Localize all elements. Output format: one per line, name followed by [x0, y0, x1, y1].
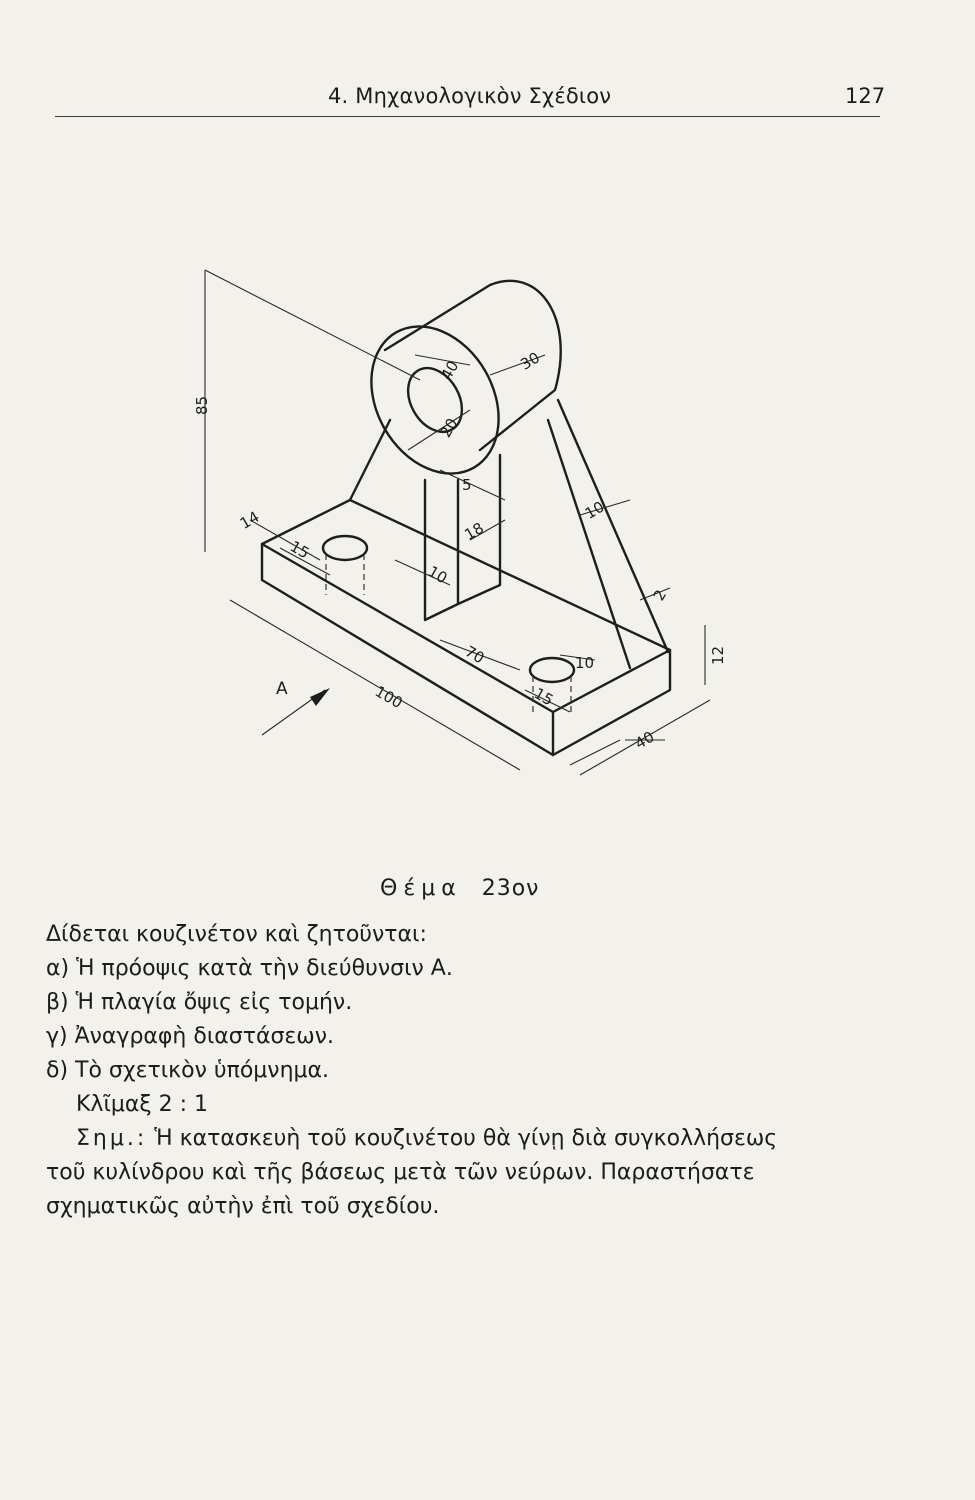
cylinder-bore — [397, 359, 473, 442]
note-line-1 — [46, 1122, 906, 1156]
dim-10-rib: 10 — [581, 497, 608, 523]
cylinder-front — [346, 303, 524, 496]
dim-10-right: 10 — [575, 654, 595, 672]
running-head — [0, 80, 975, 120]
dim-15-left: 15 — [286, 537, 313, 563]
page-number: 127 — [845, 84, 886, 108]
note-line-3: σχηματικῶς αὐτὴν ἐπὶ τοῦ σχεδίου. — [46, 1194, 440, 1219]
chapter-title: 4. Μηχανολογικὸν Σχέδιον — [328, 84, 612, 108]
dim-30: 30 — [517, 348, 543, 374]
task-item-b: β) Ἡ πλαγία ὄψις εἰς τομήν. — [46, 990, 353, 1015]
note-text-1: Ἡ κατασκευὴ τοῦ κουζινέτου θὰ γίνῃ διὰ συγκολλήσεως — [154, 1126, 778, 1151]
topic-number: 23ον — [481, 876, 540, 901]
right-rib-outer — [548, 420, 630, 668]
exercise-text — [46, 918, 906, 1224]
note-label: Σημ.: — [76, 1126, 148, 1151]
dim-18: 18 — [461, 518, 487, 544]
scale-line: Κλῖμαξ 2 : 1 — [76, 1092, 209, 1117]
task-item-a: α) Ἡ πρόοψις κατὰ τὴν διεύθυνσιν Α. — [46, 956, 453, 981]
dim-40-ring: 40 — [437, 357, 463, 384]
topic-heading — [380, 876, 539, 901]
dim-2: 2 — [649, 586, 671, 604]
note-line-2: τοῦ κυλίνδρου καὶ τῆς βάσεως μετὰ τῶν νεύρων. Παραστήσατε — [46, 1160, 755, 1185]
header-rule — [55, 116, 880, 117]
dim-12: 12 — [709, 645, 727, 665]
topic-word: Θέμα — [380, 876, 462, 901]
hole-left — [323, 536, 367, 560]
dim-70: 70 — [461, 642, 488, 668]
left-rib — [350, 420, 390, 500]
isometric-bearing-drawing — [150, 240, 750, 800]
dim-20-bore: 20 — [436, 415, 462, 441]
dim-15-right: 15 — [530, 684, 557, 710]
view-arrow-head — [310, 688, 330, 706]
task-item-c: γ) Ἀναγραφὴ διαστάσεων. — [46, 1024, 335, 1049]
dim-100: 100 — [371, 682, 406, 713]
intro-line: Δίδεται κουζινέτον καὶ ζητοῦνται: — [46, 922, 427, 947]
dim-85: 85 — [193, 395, 211, 415]
web-front — [425, 480, 458, 620]
dim-40-width: 40 — [631, 727, 658, 753]
view-direction-label: A — [276, 679, 288, 699]
dim-10-lower: 10 — [424, 562, 451, 588]
hole-right — [530, 658, 574, 682]
dim-14: 14 — [236, 507, 263, 533]
dim-5-web: 5 — [462, 476, 472, 494]
task-item-d: δ) Τὸ σχετικὸν ὑπόμνημα. — [46, 1058, 330, 1083]
